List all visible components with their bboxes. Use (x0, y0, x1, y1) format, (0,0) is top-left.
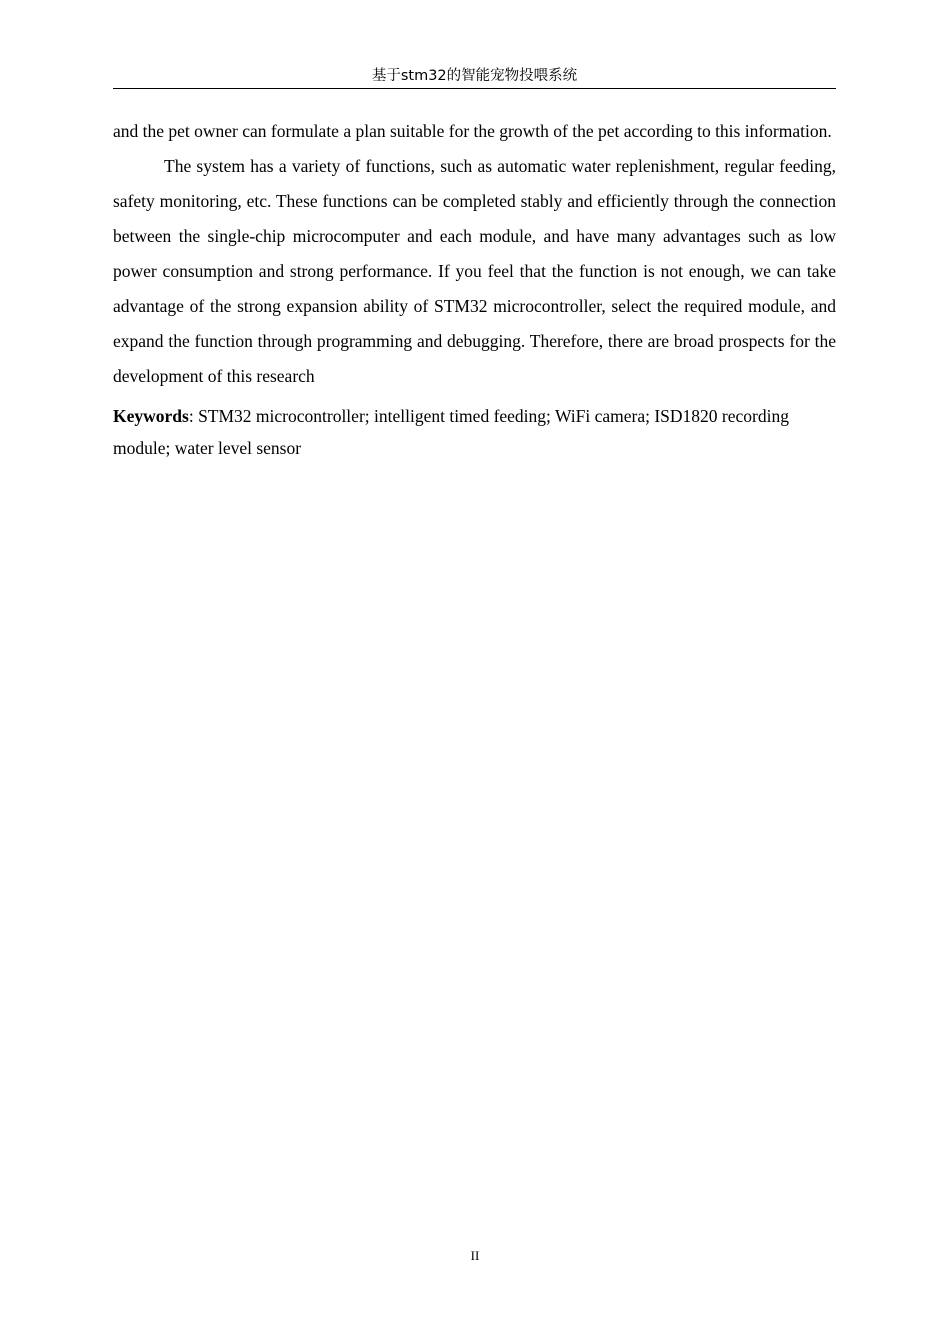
running-header: 基于stm32的智能宠物投喂系统 (113, 64, 836, 89)
paragraph: The system has a variety of functions, such as automatic water replenishment, regular feeding, safety monitoring, etc. These functions can be completed stably and efficiently through the connection between the single-chip microcomputer and each module, and have many advantages such as low power consumption and strong performance. If you feel that the function is not enough, we can take advantage of the strong expansion ability of STM32 microcontroller, select the required module, and expand the function through programming and debugging. Therefore, there are broad prospects for the development of this research (113, 156, 836, 386)
body-text (113, 114, 836, 464)
paragraph: and the pet owner can formulate a plan suitable for the growth of the pet according to this information. (113, 121, 832, 141)
page-number: II (470, 1248, 480, 1263)
keywords-label: Keywords (113, 406, 189, 426)
keywords (113, 400, 836, 464)
keywords-text: : STM32 microcontroller; intelligent timed feeding; WiFi camera; ISD1820 recording module; water level sensor (113, 406, 789, 458)
